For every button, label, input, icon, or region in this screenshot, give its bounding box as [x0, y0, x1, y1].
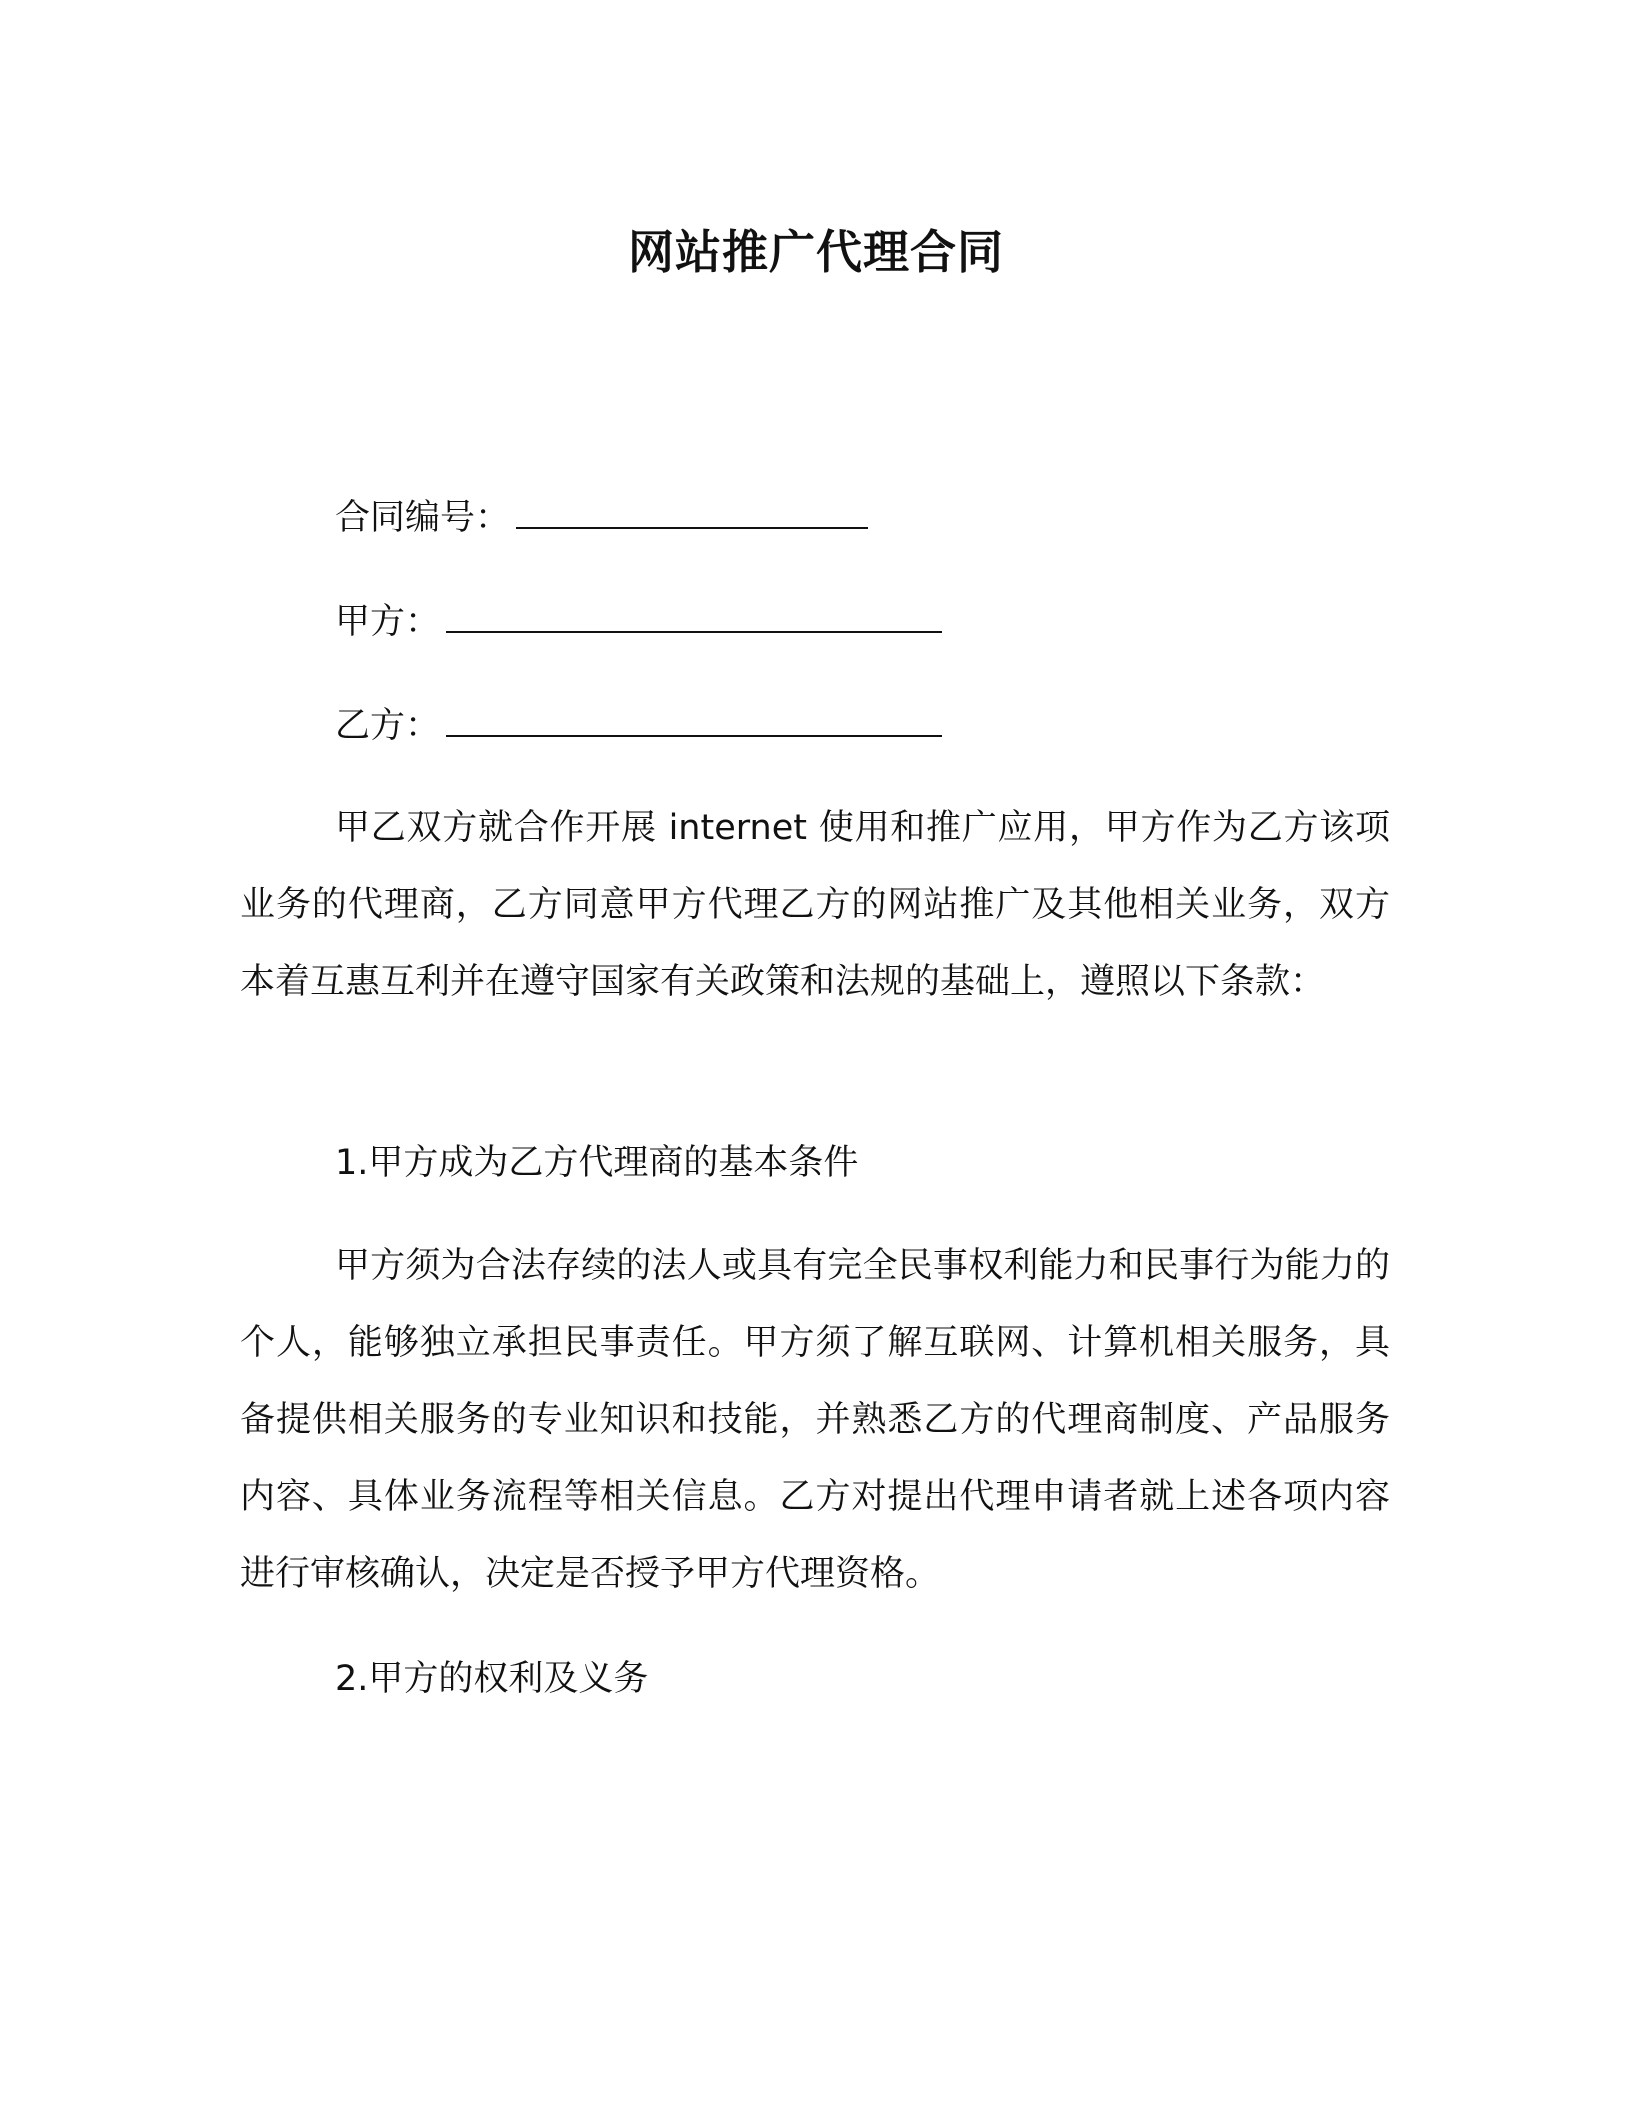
intro-paragraph: 甲乙双方就合作开展 internet 使用和推广应用，甲方作为乙方该项业务的代理商，乙方同意甲方代理乙方的网站推广及其他相关业务，双方本着互惠互利并在遵守国家有关政策和法规的基础上，遵照以下条款： [240, 808, 1390, 1002]
party-b-field [335, 701, 942, 751]
contract-number-field [335, 493, 868, 543]
section-1-body: 甲方须为合法存续的法人或具有完全民事权利能力和民事行为能力的个人，能够独立承担民事责任。甲方须了解互联网、计算机相关服务，具备提供相关服务的专业知识和技能，并熟悉乙方的代理商制度、产品服务内容、具体业务流程等相关信息。乙方对提出代理申请者就上述各项内容进行审核确认，决定是否授予甲方代理资格。 [240, 1246, 1390, 1594]
party-b-label: 乙方： [335, 706, 441, 746]
party-b-blank [446, 701, 942, 737]
section-1-heading: 1.甲方成为乙方代理商的基本条件 [335, 1143, 859, 1183]
party-a-field [335, 597, 942, 647]
document-title: 网站推广代理合同 [628, 225, 1004, 279]
contract-number-blank [516, 493, 868, 529]
contract-number-label: 合同编号： [335, 498, 511, 538]
party-a-label: 甲方： [335, 602, 441, 642]
party-a-blank [446, 597, 942, 633]
section-2-heading: 2.甲方的权利及义务 [335, 1659, 649, 1699]
